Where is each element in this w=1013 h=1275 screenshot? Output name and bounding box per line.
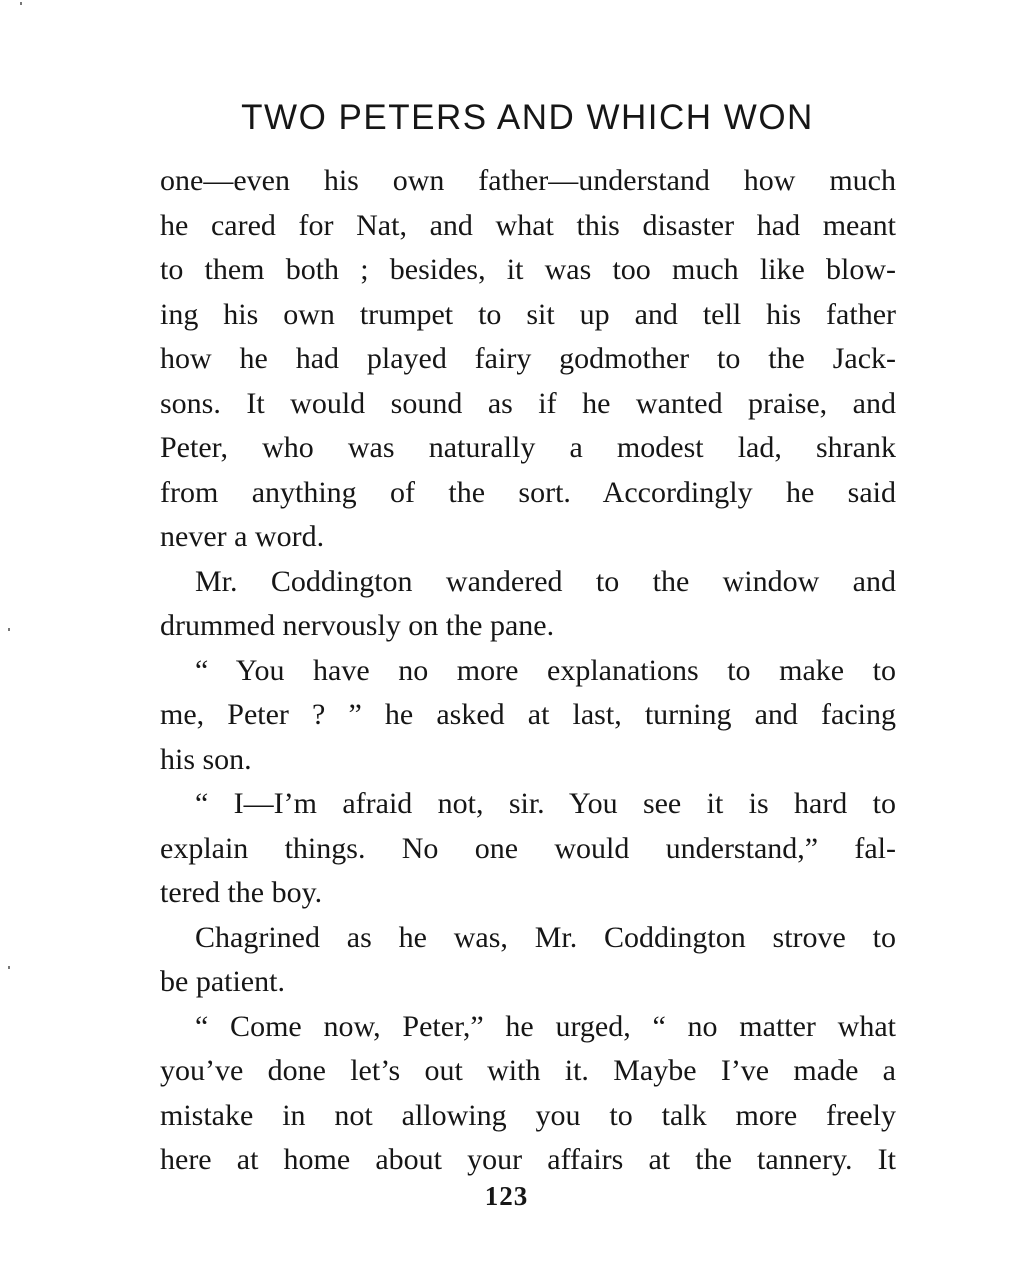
scan-speck [8, 966, 10, 969]
text-line: be patient. [160, 965, 285, 998]
scan-speck [20, 2, 22, 5]
text-line: his son. [160, 742, 252, 776]
page-number: 123 [484, 1181, 529, 1211]
text-line: explain things. No one would understand,” fal- [160, 831, 896, 865]
text-line: one—even his own father—understand how much [160, 164, 896, 197]
text-line: mistake in not allowing you to talk more freely [160, 1098, 896, 1132]
text-line: you’ve done let’s out with it. Maybe I’ve made a [160, 1054, 896, 1087]
body-text [160, 159, 896, 1183]
text-line: Mr. Coddington wandered to the window and [195, 564, 896, 598]
text-line: ing his own trumpet to sit up and tell his father [160, 297, 896, 331]
text-line: he cared for Nat, and what this disaster had meant [160, 208, 896, 242]
text-line: Chagrined as he was, Mr. Coddington strove to [195, 920, 896, 954]
text-line: here at home about your affairs at the tannery. It [160, 1143, 896, 1176]
text-line: tered the boy. [160, 876, 323, 909]
text-line: from anything of the sort. Accordingly he said [160, 475, 896, 509]
text-line: “ You have no more explanations to make to [195, 653, 896, 687]
text-line: “ I—I’m afraid not, sir. You see it is hard to [195, 787, 896, 820]
running-head: TWO PETERS AND WHICH WON [241, 98, 814, 137]
text-line: me, Peter ? ” he asked at last, turning and facing [160, 698, 896, 731]
text-line: “ Come now, Peter,” he urged, “ no matter what [195, 1009, 896, 1043]
text-line: sons. It would sound as if he wanted praise, and [160, 386, 896, 420]
text-line: how he had played fairy godmother to the Jack- [160, 342, 896, 375]
text-line: drummed nervously on the pane. [160, 609, 555, 642]
text-line: Peter, who was naturally a modest lad, shrank [160, 431, 896, 464]
text-line: never a word. [160, 520, 325, 553]
text-line: to them both ; besides, it was too much like blow- [160, 253, 896, 286]
scan-speck [8, 628, 10, 631]
